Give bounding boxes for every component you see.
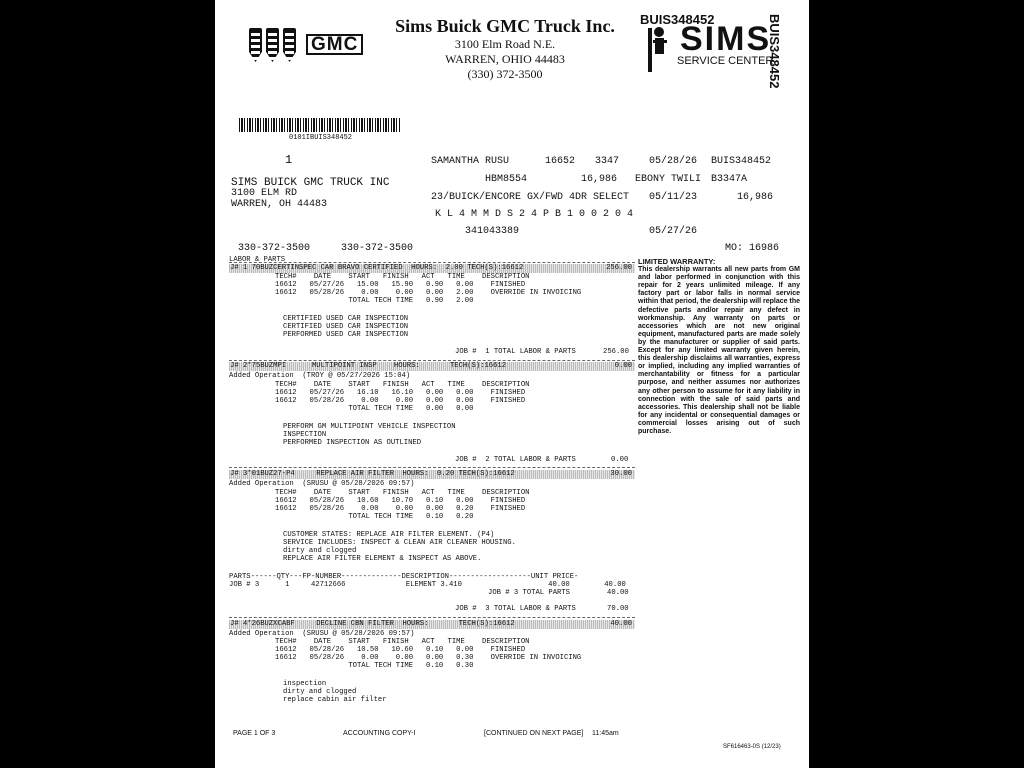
job-2-line-1: 16612 05/27/26 16.10 16.10 0.00 0.00 FINISHED — [275, 389, 526, 397]
promised-date: 05/27/26 — [649, 226, 698, 237]
job-2-bar: J# 2*75BUZMPI MULTIPOINT INSP HOURS: TECH(S):16612 0.00 — [229, 362, 635, 371]
dealer-phone: (330) 372-3500 — [467, 67, 543, 81]
copy-number: 1 — [285, 153, 293, 167]
job-4-line-3: TOTAL TECH TIME 0.10 0.30 — [275, 662, 474, 670]
divider — [229, 617, 635, 618]
ro-field-2: 3347 — [595, 156, 620, 167]
job-1-col-head: TECH# DATE START FINISH ACT TIME DESCRIPTION — [275, 273, 530, 281]
dealer-address-1: 3100 Elm Road N.E. — [454, 37, 556, 51]
sims-logo: SIMS — [680, 20, 772, 58]
barcode-text: 0101IBUIS348452 — [289, 134, 353, 142]
job-2-total-label: JOB # 2 TOTAL LABOR & PARTS — [455, 456, 576, 464]
sims-service-center: SERVICE CENTER — [677, 55, 774, 67]
job-3-note-4: REPLACE AIR FILTER ELEMENT & INSPECT AS ABOVE. — [283, 555, 482, 563]
form-number: SF616463-0S (12/23) — [723, 744, 781, 750]
job-3-line-3: TOTAL TECH TIME 0.10 0.20 — [275, 513, 474, 521]
job-1-line-1: 16612 05/27/26 15.00 15.90 0.90 0.00 FINISHED — [275, 281, 526, 289]
service-technician-icon — [645, 22, 671, 74]
job-1-note-3: PERFORMED USED CAR INSPECTION — [283, 331, 409, 339]
job-1-line-3: TOTAL TECH TIME 0.90 2.00 — [275, 297, 474, 305]
divider — [229, 262, 635, 263]
phone-home: 330-372-3500 — [238, 243, 311, 254]
job-3-total: 70.00 — [607, 605, 629, 613]
job-4-line-1: 16612 05/28/26 10.50 10.60 0.10 0.00 FINISHED — [275, 646, 526, 654]
job-2-note-1: PERFORM GM MULTIPOINT VEHICLE INSPECTION — [283, 423, 456, 431]
parts-total: 40.00 — [607, 589, 629, 597]
divider — [229, 360, 635, 361]
advisor-number: 16652 — [545, 156, 576, 167]
dealer-street: 3100 ELM RD — [231, 188, 298, 199]
vin: K L 4 M M D S 2 4 P B 1 0 0 2 0 4 — [435, 209, 634, 220]
vehicle-description: 23/BUICK/ENCORE GX/FWD 4DR SELECT — [431, 192, 630, 203]
parts-line: JOB # 3 1 42712666 ELEMENT 3.410 40.00 40.00 — [229, 581, 626, 589]
delivery-date: 05/11/23 — [649, 192, 698, 203]
dealer-address-2: WARREN, OHIO 44483 — [445, 52, 565, 66]
gmc-logo: GMC — [306, 34, 363, 55]
ro-date: 05/28/26 — [649, 156, 698, 167]
job-4-line-2: 16612 05/28/26 0.00 0.00 0.00 0.30 OVERRIDE IN INVOICING — [275, 654, 582, 662]
job-2-line-3: TOTAL TECH TIME 0.00 0.00 — [275, 405, 474, 413]
parts-total-label: JOB # 3 TOTAL PARTS — [488, 589, 570, 597]
limited-warranty — [638, 258, 800, 436]
job-3-col-head: TECH# DATE START FINISH ACT TIME DESCRIPTION — [275, 489, 530, 497]
job-4-note-1: inspection — [283, 680, 327, 688]
mileage: 16,986 — [581, 174, 618, 185]
customer-name: SAMANTHA RUSU — [431, 156, 510, 167]
parts-header: PARTS------QTY---FP-NUMBER--------------DESCRIPTION-------------------UNIT PRICE- — [229, 573, 579, 581]
tag-number: B3347A — [711, 174, 748, 185]
job-1-total: 256.00 — [603, 348, 629, 356]
job-4-note-3: replace cabin air filter — [283, 696, 387, 704]
job-4-col-head: TECH# DATE START FINISH ACT TIME DESCRIPTION — [275, 638, 530, 646]
stock-number: 341043389 — [465, 226, 520, 237]
dealer-name: Sims Buick GMC Truck Inc. — [395, 16, 615, 36]
print-time: 11:45am — [592, 730, 619, 737]
license-plate: HBM8554 — [485, 174, 528, 185]
dealer-header — [385, 16, 625, 82]
job-3-note-1: CUSTOMER STATES: REPLACE AIR FILTER ELEMENT. (P4) — [283, 531, 495, 539]
job-2-total: 0.00 — [611, 456, 629, 464]
job-2-col-head: TECH# DATE START FINISH ACT TIME DESCRIPTION — [275, 381, 530, 389]
repair-order-page — [215, 0, 809, 768]
job-3-bar: J# 3*01BUZ27-P4 REPLACE AIR FILTER HOURS: 0.20 TECH(S):16612 30.00 — [229, 470, 635, 479]
ro-stamp-top: BUIS348452 — [640, 12, 715, 27]
job-3-line-2: 16612 05/28/26 0.00 0.00 0.00 0.20 FINISHED — [275, 505, 526, 513]
ro-number: BUIS348452 — [711, 156, 772, 167]
job-3-line-1: 16612 05/28/26 10.60 10.70 0.10 0.00 FINISHED — [275, 497, 526, 505]
job-1-line-2: 16612 05/28/26 0.00 0.00 0.00 2.00 OVERRIDE IN INVOICING — [275, 289, 582, 297]
job-3-note-3: dirty and clogged — [283, 547, 357, 555]
job-4-note-2: dirty and clogged — [283, 688, 357, 696]
labor-parts-header: LABOR & PARTS — [229, 256, 286, 264]
job-4-added: Added Operation (SRUSU @ 05/28/2026 09:57) — [229, 630, 415, 638]
job-3-added: Added Operation (SRUSU @ 05/28/2026 09:57) — [229, 480, 415, 488]
job-4-bar: J# 4*26BUZXCABF DECLINE CBN FILTER HOURS: TECH(S):16612 40.00 — [229, 620, 635, 629]
divider — [229, 467, 635, 468]
job-2-note-2: INSPECTION — [283, 431, 327, 439]
job-1-total-label: JOB # 1 TOTAL LABOR & PARTS — [455, 348, 576, 356]
job-1-bar: J# 1 70BUZCERTINSPEC CAR BRAVO CERTIFIED HOURS: 2.00 TECH(S):16612 256.00 — [229, 264, 635, 273]
vehicle-color: EBONY TWILI — [635, 174, 702, 185]
job-3-total-label: JOB # 3 TOTAL LABOR & PARTS — [455, 605, 576, 613]
mo-number: MO: 16986 — [725, 243, 780, 254]
copy-type: ACCOUNTING COPY-I — [343, 730, 416, 737]
buick-tri-shield-icon — [249, 28, 300, 67]
continued-notice: [CONTINUED ON NEXT PAGE] — [484, 730, 584, 737]
page-indicator: PAGE 1 OF 3 — [233, 730, 276, 737]
job-2-added: Added Operation (TROY @ 05/27/2026 15:04) — [229, 372, 411, 380]
job-2-line-2: 16612 05/28/26 0.00 0.00 0.00 0.00 FINISHED — [275, 397, 526, 405]
barcode — [239, 118, 401, 132]
dealer-city: WARREN, OH 44483 — [231, 199, 328, 210]
phone-business: 330-372-3500 — [341, 243, 414, 254]
mileage-in: 16,986 — [737, 192, 774, 203]
job-1-note-2: CERTIFIED USED CAR INSPECTION — [283, 323, 409, 331]
job-3-note-2: SERVICE INCLUDES: INSPECT & CLEAN AIR CLEANER HOUSING. — [283, 539, 516, 547]
warranty-body: This dealership warrants all new parts from GM and labor performed in conjunction with this repair for 2 years unlimited mileage. If any factory part or labor falls in normal service within that period, the dealership will replace the defective parts and/or repair any defect in workmanship. Any warranty on parts or accessories which are not new original equipment, manufactured parts are made solely by the manufacturer or supplier of said parts. Except for any limited warranty given herein, this dealership disclaims all warranties, express or implied, including any implied warranties of merchantability or fitness for a particular purpose, and neither assumes nor authorizes any other person to assume for it any liability in connection with the sale of said parts and accessories. This dealership shall not be liable for any incidental or consequential damages or commercial losses arising out of such purchase. — [638, 266, 800, 435]
job-1-note-1: CERTIFIED USED CAR INSPECTION — [283, 315, 409, 323]
job-2-note-3: PERFORMED INSPECTION AS OUTLINED — [283, 439, 422, 447]
warranty-title: LIMITED WARRANTY: — [638, 257, 716, 266]
dealer-name-line: SIMS BUICK GMC TRUCK INC — [231, 177, 390, 189]
ro-stamp-side: BUIS348452 — [767, 14, 782, 89]
